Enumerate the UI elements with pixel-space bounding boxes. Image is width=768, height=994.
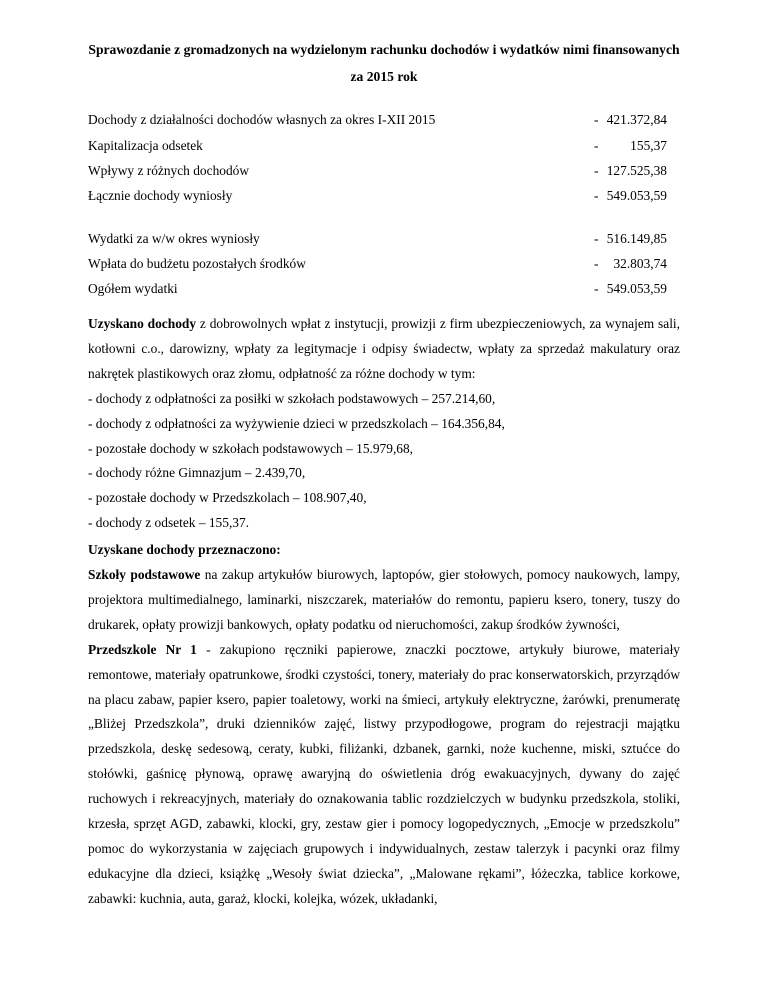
income-list-item: - dochody różne Gimnazjum – 2.439,70,	[88, 465, 306, 481]
allocation-heading: Uzyskane dochody przeznaczono:	[88, 542, 281, 557]
dash: -	[594, 163, 599, 178]
income-list-item: - dochody z odpłatności za wyżywienie dzieci w przedszkolach – 164.356,84,	[88, 415, 505, 431]
income-list-item: - dochody z odpłatności za posiłki w szkołach podstawowych – 257.214,60,	[88, 390, 496, 406]
dash: -	[594, 138, 599, 153]
dash: -	[594, 112, 599, 127]
dash: -	[594, 281, 599, 296]
expense-label: Wydatki za w/w okres wyniosły	[88, 231, 260, 246]
schools-lead: Szkoły podstawowe	[88, 567, 201, 582]
expense-value: 516.149,85	[606, 231, 667, 246]
expense-label: Wpłata do budżetu pozostałych środków	[88, 256, 306, 271]
expense-value: 32.803,74	[613, 256, 667, 271]
income-description-text	[88, 312, 680, 387]
income-label: Dochody z działalności dochodów własnych za okres I-XII 2015	[88, 112, 436, 127]
income-label: Kapitalizacja odsetek	[88, 138, 203, 153]
income-row	[88, 161, 680, 181]
income-list-item: - pozostałe dochody w szkołach podstawowych – 15.979,68,	[88, 440, 414, 456]
income-lead: Uzyskano dochody	[88, 316, 197, 331]
kindergarten-text: - zakupiono ręczniki papierowe, znaczki pocztowe, artykuły biurowe, materiały remontowe, materiały opatrunkowe, środki czystości, tonery, materiały do prac konserwatorskich, przyrządów na placu zabaw, papier ksero, papier toaletowy, worki na śmieci, artykuły elektryczne, żarówki, prenumeratę „Bliżej Przedszkola”, druki dzienników zajęć, listwy przypodłogowe, program do rejestracji majątku przedszkola, deskę sedesową, ceraty, kubki, filiżanki, dzbanek, garnki, noże kuchenne, miski, sztućce do stołówki, gaśnicę płynową, oprawę awaryjną do oświetlenia dróg ewakuacyjnych, dywany do zajęć ruchowych i rekreacyjnych, materiały do oznakowania tablic rozdzielczych w budynku przedszkola, stoliki, krzesła, sprzęt AGD, zabawki, klocki, gry, zestaw gier i pomocy logopedycznych, „Emocje w przedszkolu” pomoc do wykorzystania w zajęciach grupowych i indywidualnych, zestaw talerzyk i pacynki oraz filmy edukacyjne dla dzieci, książkę „Wesoły świat dziecka”, „Malowane rękami”, łóżeczka, tablice korkowe, zabawki: kuchnia, auta, garaż, klocki, kolejka, wózek, układanki,	[88, 641, 680, 906]
income-description	[88, 312, 680, 536]
income-total-row	[88, 186, 680, 206]
income-text: z dobrowolnych wpłat z instytucji, prowizji z firm ubezpieczeniowych, za wynajem sali, kotłowni c.o., darowizny, wpłaty za legitymacje i odpisy świadectw, wpłaty za sprzedaż makulatury oraz nakrętek plastikowych oraz złomu, odpłatność za różne dochody w tym:	[88, 316, 680, 381]
dash: -	[594, 256, 599, 271]
income-value: 549.053,59	[606, 188, 667, 203]
dash: -	[594, 188, 599, 203]
income-label: Wpływy z różnych dochodów	[88, 163, 250, 178]
income-value: 421.372,84	[606, 112, 667, 127]
expense-label: Ogółem wydatki	[88, 281, 178, 296]
income-value: 155,37	[630, 138, 667, 153]
income-row	[88, 136, 680, 156]
schools-text: na zakup artykułów biurowych, laptopów, gier stołowych, pomocy naukowych, lampy, projektora multimedialnego, laminarki, niszczarek, materiałów do remontu, papieru ksero, tonery, tuszy do drukarek, opłaty prowizji bankowych, opłaty podatku od nieruchomości, zakup środków żywności,	[88, 567, 680, 632]
expense-row	[88, 229, 680, 249]
income-list-item: - pozostałe dochody w Przedszkolach – 108.907,40,	[88, 490, 367, 506]
income-list-item: - dochody z odsetek – 155,37.	[88, 515, 250, 531]
income-label: Łącznie dochody wyniosły	[88, 188, 233, 203]
allocation-section	[88, 563, 680, 912]
income-row	[88, 110, 680, 130]
expense-row	[88, 254, 680, 274]
schools-paragraph	[88, 563, 680, 638]
expense-value: 549.053,59	[606, 281, 667, 296]
expense-total-row	[88, 279, 680, 299]
document-title: Sprawozdanie z gromadzonych na wydzielonym rachunku dochodów i wydatków nimi finansowanych za 2015 rok	[88, 42, 680, 84]
kindergarten-lead: Przedszkole Nr 1	[88, 641, 197, 657]
income-value: 127.525,38	[606, 163, 667, 178]
dash: -	[594, 231, 599, 246]
kindergarten-paragraph	[88, 638, 680, 912]
